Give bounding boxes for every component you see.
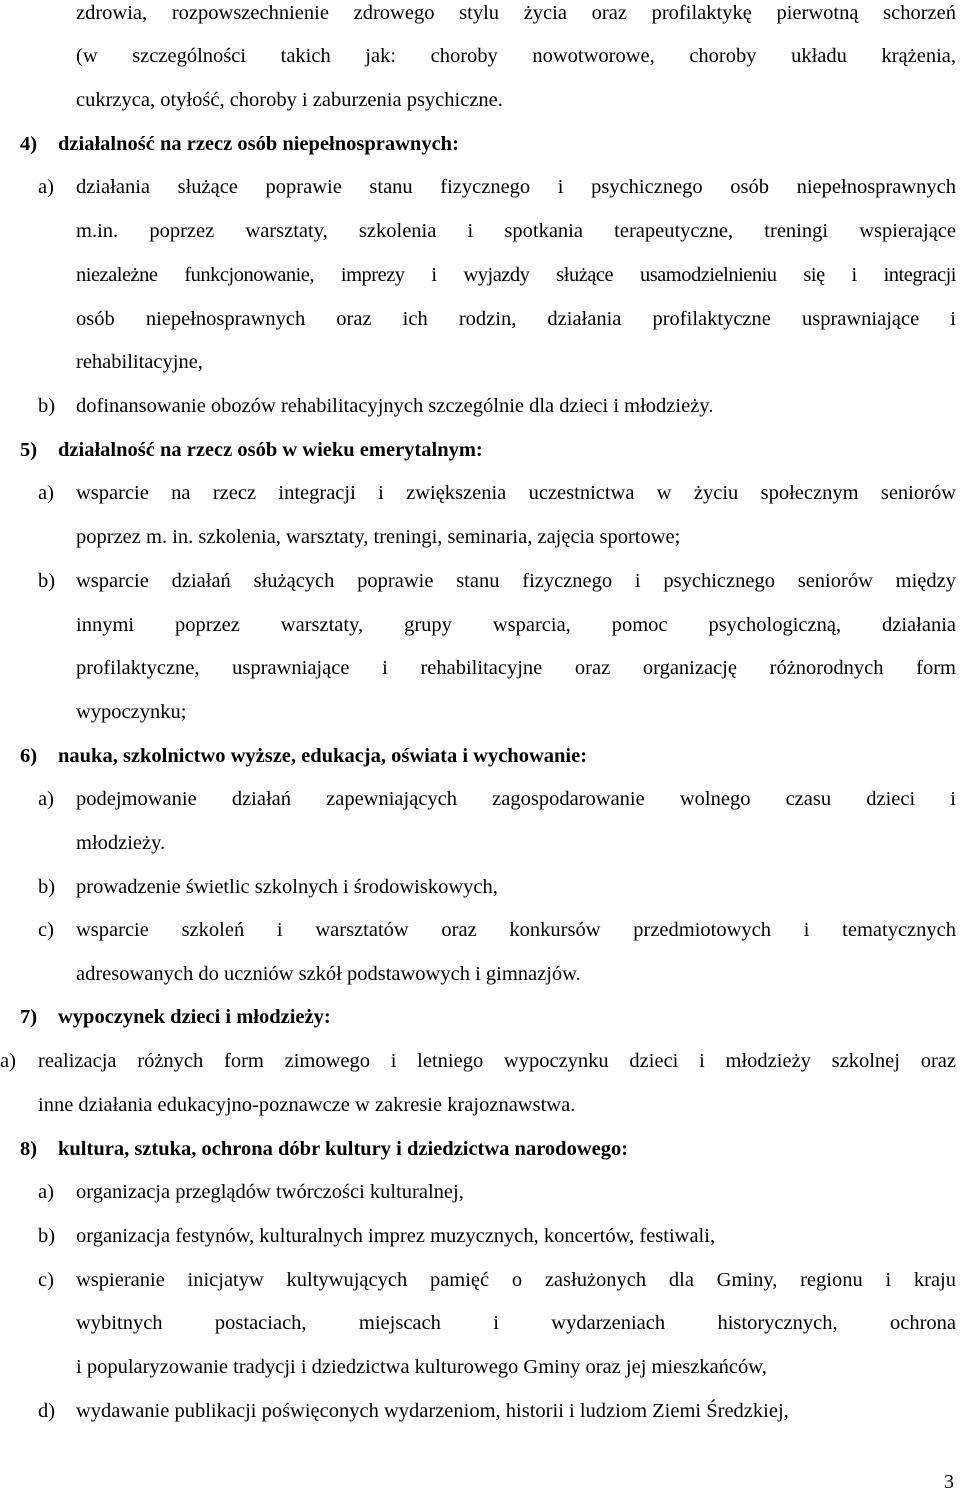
section-4-item-a-line-2: m.in. poprzez warsztaty, szkolenia i spotkania terapeutyczne, treningi wspierające bbox=[76, 220, 956, 242]
section-5-number: 5) bbox=[20, 439, 38, 461]
section-4-heading: działalność na rzecz osób niepełnosprawnych: bbox=[58, 133, 459, 155]
section-8-item-c-line-1: wspieranie inicjatyw kultywujących pamięć o zasłużonych dla Gminy, regionu i kraju bbox=[76, 1269, 956, 1291]
section-6-item-a-line-2: młodzieży. bbox=[76, 832, 166, 854]
section-7-item-a-line-2: inne działania edukacyjno-poznawcze w zakresie krajoznawstwa. bbox=[38, 1094, 576, 1116]
section-8-item-b-label: b) bbox=[38, 1225, 56, 1247]
section-8-item-a-label: a) bbox=[38, 1181, 54, 1203]
page-number: 3 bbox=[944, 1471, 954, 1493]
section-8-item-d-line-1: wydawanie publikacji poświęconych wydarzeniom, historii i ludziom Ziemi Średzkiej, bbox=[76, 1400, 789, 1422]
section-7-item-a-label: a) bbox=[0, 1050, 16, 1072]
section-8-item-d-label: d) bbox=[38, 1400, 56, 1422]
section-5-item-a-label: a) bbox=[38, 482, 54, 504]
section-8-item-c-line-2: wybitnych postaciach, miejscach i wydarzeniach historycznych, ochrona bbox=[76, 1312, 956, 1334]
intro-line-1: zdrowia, rozpowszechnienie zdrowego stylu życia oraz profilaktykę pierwotną schorzeń bbox=[76, 2, 956, 24]
section-7-number: 7) bbox=[20, 1006, 38, 1028]
section-6-item-b-label: b) bbox=[38, 876, 56, 898]
section-4-item-a-line-5: rehabilitacyjne, bbox=[76, 351, 203, 373]
section-4-item-a-line-1: działania służące poprawie stanu fizycznego i psychicznego osób niepełnosprawnych bbox=[76, 176, 956, 198]
section-4-item-a-line-3: niezależne funkcjonowanie, imprezy i wyjazdy służące usamodzielnieniu się i integracji bbox=[76, 264, 956, 286]
section-5-item-b-line-2: innymi poprzez warsztaty, grupy wsparcia, pomoc psychologiczną, działania bbox=[76, 614, 956, 636]
section-8-item-c-line-3: i popularyzowanie tradycji i dziedzictwa kulturowego Gminy oraz jej mieszkańców, bbox=[76, 1356, 767, 1378]
section-8-item-b-line-1: organizacja festynów, kulturalnych imprez muzycznych, koncertów, festiwali, bbox=[76, 1225, 716, 1247]
section-6-item-c-label: c) bbox=[38, 919, 54, 941]
section-8-item-c-label: c) bbox=[38, 1269, 54, 1291]
section-5-item-a-line-1: wsparcie na rzecz integracji i zwiększenia uczestnictwa w życiu społecznym seniorów bbox=[76, 482, 956, 504]
section-7-heading: wypoczynek dzieci i młodzieży: bbox=[58, 1006, 331, 1028]
section-6-item-c-line-1: wsparcie szkoleń i warsztatów oraz konkursów przedmiotowych i tematycznych bbox=[76, 919, 956, 941]
section-6-item-c-line-2: adresowanych do uczniów szkół podstawowych i gimnazjów. bbox=[76, 963, 581, 985]
intro-line-2: (w szczególności takich jak: choroby nowotworowe, choroby układu krążenia, bbox=[76, 45, 956, 67]
section-5-item-b-line-4: wypoczynku; bbox=[76, 701, 187, 723]
section-4-item-b-label: b) bbox=[38, 395, 56, 417]
section-4-number: 4) bbox=[20, 133, 38, 155]
section-6-number: 6) bbox=[20, 745, 38, 767]
section-7-item-a-line-1: realizacja różnych form zimowego i letniego wypoczynku dzieci i młodzieży szkolnej oraz bbox=[38, 1050, 956, 1072]
section-4-item-a-label: a) bbox=[38, 176, 54, 198]
section-6-item-b-line-1: prowadzenie świetlic szkolnych i środowiskowych, bbox=[76, 876, 498, 898]
section-6-item-a-label: a) bbox=[38, 788, 54, 810]
section-5-item-b-label: b) bbox=[38, 570, 56, 592]
section-8-number: 8) bbox=[20, 1138, 38, 1160]
section-5-heading: działalność na rzecz osób w wieku emerytalnym: bbox=[58, 439, 483, 461]
intro-line-3: cukrzyca, otyłość, choroby i zaburzenia psychiczne. bbox=[76, 89, 503, 111]
section-8-heading: kultura, sztuka, ochrona dóbr kultury i dziedzictwa narodowego: bbox=[58, 1138, 629, 1160]
section-4-item-b-line-1: dofinansowanie obozów rehabilitacyjnych szczególnie dla dzieci i młodzieży. bbox=[76, 395, 714, 417]
section-8-item-a-line-1: organizacja przeglądów twórczości kulturalnej, bbox=[76, 1181, 464, 1203]
section-5-item-a-line-2: poprzez m. in. szkolenia, warsztaty, treningi, seminaria, zajęcia sportowe; bbox=[76, 526, 681, 548]
section-4-item-a-line-4: osób niepełnosprawnych oraz ich rodzin, działania profilaktyczne usprawniające i bbox=[76, 308, 956, 330]
section-6-heading: nauka, szkolnictwo wyższe, edukacja, oświata i wychowanie: bbox=[58, 745, 588, 767]
section-5-item-b-line-3: profilaktyczne, usprawniające i rehabilitacyjne oraz organizację różnorodnych form bbox=[76, 657, 956, 679]
section-5-item-b-line-1: wsparcie działań służących poprawie stanu fizycznego i psychicznego seniorów między bbox=[76, 570, 956, 592]
section-6-item-a-line-1: podejmowanie działań zapewniających zagospodarowanie wolnego czasu dzieci i bbox=[76, 788, 956, 810]
